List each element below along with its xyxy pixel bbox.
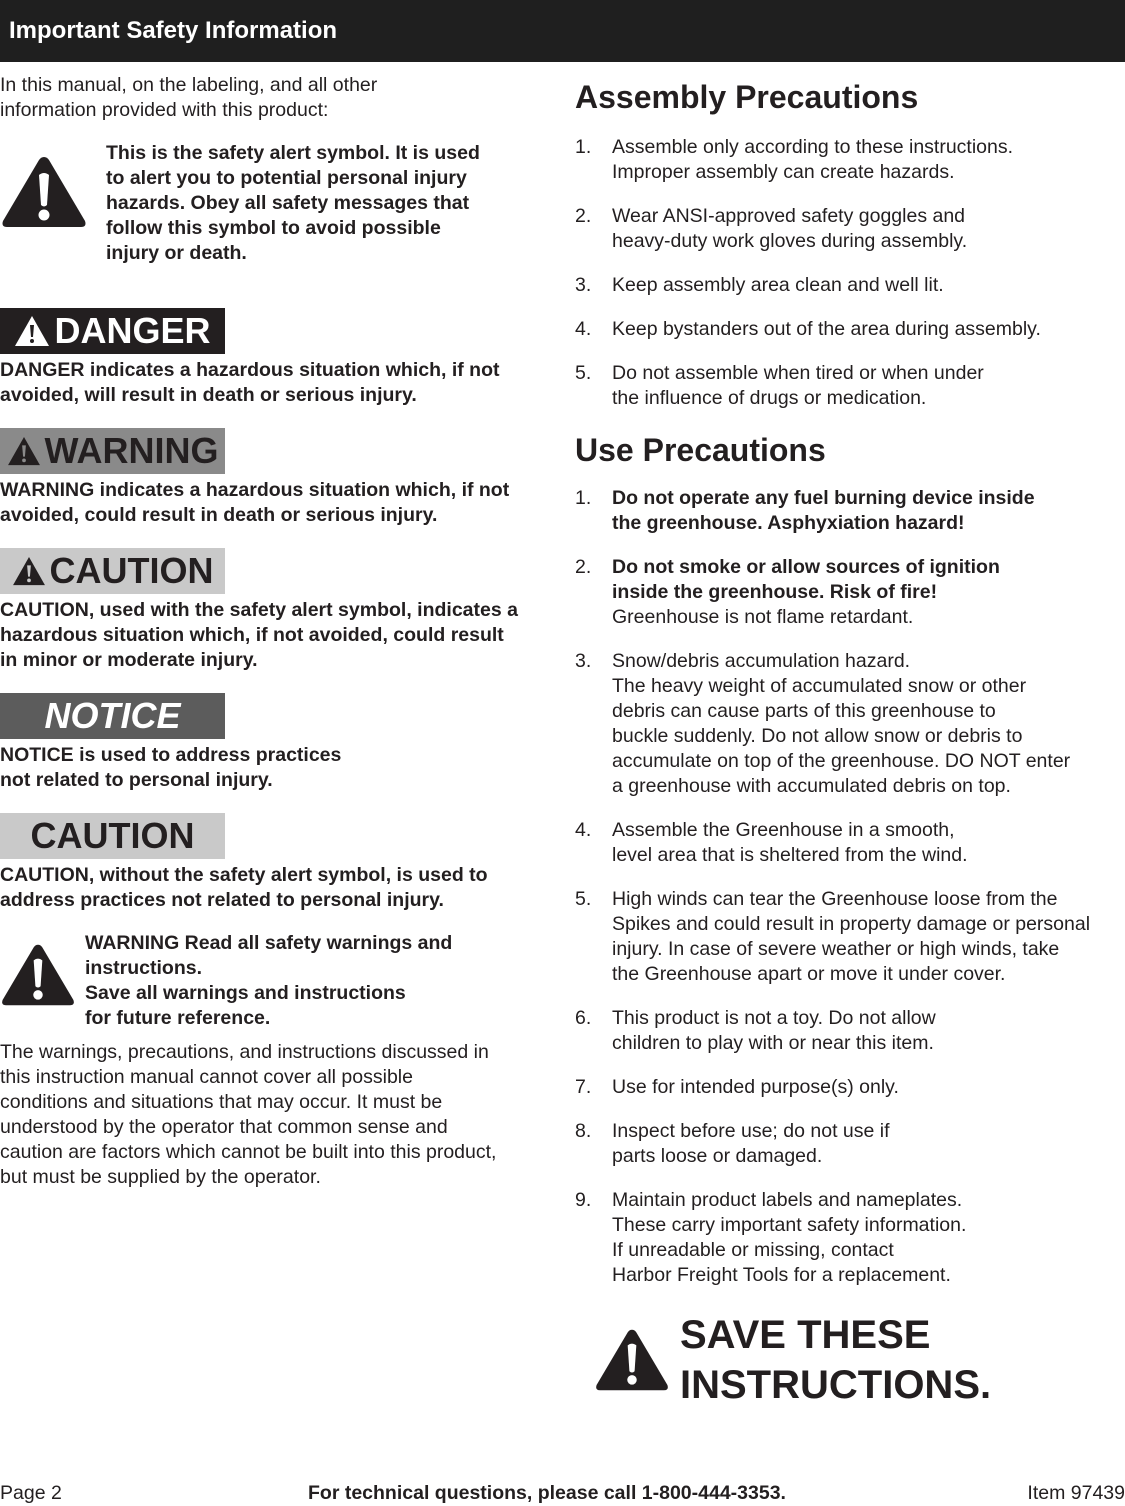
danger-block bbox=[0, 308, 520, 408]
list-item bbox=[575, 204, 1125, 254]
list-item-number: 6. bbox=[575, 1007, 592, 1029]
alert-triangle-icon bbox=[0, 941, 76, 1009]
notice-label-text: NOTICE bbox=[44, 695, 181, 736]
use-list bbox=[575, 486, 1125, 1288]
list-item-number: 3. bbox=[575, 650, 592, 672]
read-warnings-block bbox=[0, 931, 520, 1031]
list-item-text: Do not assemble when tired or when under the influence of drugs or medication. bbox=[612, 362, 984, 409]
page-header bbox=[0, 0, 1125, 62]
caution-block bbox=[0, 548, 520, 673]
list-item bbox=[575, 1119, 1125, 1169]
list-item-number: 4. bbox=[575, 819, 592, 841]
alert-triangle-icon bbox=[12, 556, 46, 586]
list-item-text: High winds can tear the Greenhouse loose from the Spikes and could result in property damage or personal injury. In case of severe weather or high winds, take the Greenhouse apart or move it under cover. bbox=[612, 888, 1091, 985]
list-item bbox=[575, 1006, 1125, 1056]
warning-block bbox=[0, 428, 520, 528]
list-item-number: 1. bbox=[575, 487, 592, 509]
list-item-number: 7. bbox=[575, 1076, 592, 1098]
danger-label-text: DANGER bbox=[54, 310, 211, 351]
read-warnings-text: WARNING Read all safety warnings and instructions. Save all warnings and instructions for future reference. bbox=[85, 932, 453, 1029]
safety-alert-description: This is the safety alert symbol. It is used to alert you to potential personal injury hazards. Obey all safety messages that follow this symbol to avoid possible injury or death. bbox=[106, 142, 480, 264]
list-item bbox=[575, 1188, 1125, 1288]
list-item bbox=[575, 486, 1125, 536]
list-item-text: Greenhouse is not flame retardant. bbox=[612, 606, 914, 628]
list-item-text: Use for intended purpose(s) only. bbox=[612, 1076, 899, 1098]
list-item-bold-text: Do not smoke or allow sources of ignition inside the greenhouse. Risk of fire! bbox=[612, 556, 1000, 603]
list-item bbox=[575, 887, 1125, 987]
left-column bbox=[0, 73, 520, 1190]
list-item-number: 5. bbox=[575, 888, 592, 910]
alert-triangle-icon bbox=[7, 436, 41, 466]
intro-text: In this manual, on the labeling, and all other information provided with this product: bbox=[0, 74, 378, 121]
list-item bbox=[575, 317, 1125, 342]
list-item bbox=[575, 361, 1125, 411]
notice-label bbox=[0, 693, 225, 739]
caution-label-text: CAUTION bbox=[49, 550, 214, 591]
page-footer bbox=[0, 1481, 1125, 1506]
assembly-list bbox=[575, 135, 1125, 411]
closing-paragraph: The warnings, precautions, and instructions discussed in this instruction manual cannot cover all possible conditions and situations that may occur. It must be understood by the operator that common sense and caution are factors which cannot be built into this product, but must be supplied by the operator. bbox=[0, 1041, 497, 1188]
danger-description: DANGER indicates a hazardous situation which, if not avoided, will result in death or serious injury. bbox=[0, 359, 500, 406]
list-item-text: Inspect before use; do not use if parts loose or damaged. bbox=[612, 1120, 890, 1167]
caution-description: CAUTION, used with the safety alert symbol, indicates a hazardous situation which, if not avoided, could result in minor or moderate injury. bbox=[0, 599, 518, 671]
save-instructions-text: SAVE THESE INSTRUCTIONS. bbox=[680, 1313, 992, 1407]
caution-plain-description: CAUTION, without the safety alert symbol, is used to address practices not related to personal injury. bbox=[0, 864, 488, 911]
notice-description: NOTICE is used to address practices not related to personal injury. bbox=[0, 744, 342, 791]
save-instructions-block bbox=[594, 1310, 991, 1410]
list-item bbox=[575, 1075, 1125, 1100]
list-item-text: This product is not a toy. Do not allow children to play with or near this item. bbox=[612, 1007, 936, 1054]
list-item bbox=[575, 555, 1125, 630]
caution-plain-label-text: CAUTION bbox=[30, 815, 195, 856]
list-item-number: 5. bbox=[575, 362, 592, 384]
warning-label bbox=[0, 428, 225, 474]
warning-label-text: WARNING bbox=[44, 430, 219, 471]
list-item-text: Snow/debris accumulation hazard. The heavy weight of accumulated snow or other debris can cause parts of this greenhouse to buckle suddenly. Do not allow snow or debris to accumulate on top of the greenhouse. DO NOT enter a greenhouse with accumulated debris on top. bbox=[612, 650, 1071, 797]
list-item bbox=[575, 649, 1125, 799]
list-item-text: Keep assembly area clean and well lit. bbox=[612, 274, 944, 296]
list-item bbox=[575, 135, 1125, 185]
list-item bbox=[575, 273, 1125, 298]
list-item-number: 2. bbox=[575, 556, 592, 578]
list-item-text: Keep bystanders out of the area during assembly. bbox=[612, 318, 1041, 340]
list-item-text: Wear ANSI-approved safety goggles and heavy-duty work gloves during assembly. bbox=[612, 205, 968, 252]
page-number: Page 2 bbox=[0, 1482, 62, 1504]
caution-label bbox=[0, 548, 225, 594]
danger-label bbox=[0, 308, 225, 354]
alert-triangle-icon bbox=[0, 153, 88, 231]
list-item-number: 2. bbox=[575, 205, 592, 227]
list-item-number: 3. bbox=[575, 274, 592, 296]
notice-block bbox=[0, 693, 520, 793]
list-item-number: 4. bbox=[575, 318, 592, 340]
list-item-text: Maintain product labels and nameplates. These carry important safety information. If unreadable or missing, contact Harbor Freight Tools for a replacement. bbox=[612, 1189, 967, 1286]
tech-support-line: For technical questions, please call 1-800-444-3353. bbox=[308, 1482, 786, 1504]
list-item-number: 8. bbox=[575, 1120, 592, 1142]
alert-triangle-icon bbox=[594, 1326, 670, 1394]
caution-plain-label bbox=[0, 813, 225, 859]
list-item-text: Assemble the Greenhouse in a smooth, level area that is sheltered from the wind. bbox=[612, 819, 968, 866]
list-item-text: Assemble only according to these instructions. Improper assembly can create hazards. bbox=[612, 136, 1014, 183]
caution-plain-block bbox=[0, 813, 520, 913]
list-item-number: 1. bbox=[575, 136, 592, 158]
alert-triangle-icon bbox=[14, 315, 50, 347]
safety-alert-symbol-block bbox=[0, 141, 520, 266]
header-title: Important Safety Information bbox=[9, 17, 338, 44]
list-item-number: 9. bbox=[575, 1189, 592, 1211]
right-column bbox=[575, 73, 1125, 1307]
use-precautions-title: Use Precautions bbox=[575, 432, 826, 468]
list-item-bold-text: Do not operate any fuel burning device inside the greenhouse. Asphyxiation hazard! bbox=[612, 487, 1035, 534]
warning-description: WARNING indicates a hazardous situation which, if not avoided, could result in death or serious injury. bbox=[0, 479, 510, 526]
assembly-precautions-title: Assembly Precautions bbox=[575, 79, 919, 115]
item-number: Item 97439 bbox=[1027, 1482, 1125, 1504]
list-item bbox=[575, 818, 1125, 868]
